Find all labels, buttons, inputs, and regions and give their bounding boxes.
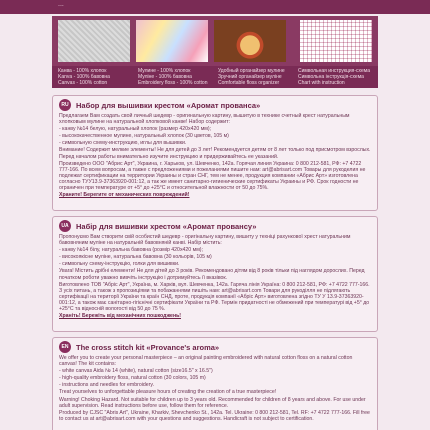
language-badge: EN: [59, 341, 71, 353]
section-ua: [52, 216, 378, 332]
storage-warning: Храните! Берегите от механических повреждений!: [59, 192, 190, 199]
warning-text: Увага! Містить дрібні елементи! Не для дітей до 3 років. Рекомендовано дітям від 8 років тільки під наглядом дорослих. Перед початком роботи уважно вивчіть інструкцію і дотримуйтесь її вказівок.: [59, 268, 365, 281]
kit-item: - white canvas Aida № 14 (white), natural cotton (size16.5" x 16.5"): [59, 368, 213, 375]
producer-text: Виготовлено ТОВ "Абріс Арт", Україна, м. Харків, вул. Шевченка, 142а. Гаряча лінія Україна: 0 800 212-581, РФ: +7 4722 777-166. З усіх питань, а також з пропозиціями та побажаннями пишіть нам: art@abrisart.com Товари для рукоділля не підлягають сертифікації на території України та країн СНД, проте, продукція компанії «Абріс Арт» виготовлена згідно ТУ У 13.9-37363920-001:12, а також має санітарно-гігієнічні сертифікати України та РФ. Термін придатності не обмежений при температурі від +5° до +25°C та відносній вологості від 50 до 75 %.: [59, 281, 370, 313]
section-title: Набір для вишивки хрестом «Аромат провансу»: [76, 221, 257, 231]
caption-organizer: Удобный органайзер мулине Зручний органайзер муліне Comfortable floss organizer: [218, 68, 285, 86]
language-badge: RU: [59, 99, 71, 111]
organizer-photo: [214, 20, 286, 62]
kit-item: - канву №14 белую, натуральный хлопок (размер 420х420 мм);: [59, 126, 212, 133]
caption-floss: Мулине - 100% хлопок Муліне - 100% бавовна Embroidery floss - 100% cotton: [138, 68, 208, 86]
kit-item: - символьную схему-инструкцию, иглы для вышивки.: [59, 140, 187, 147]
section-title: Набор для вышивки крестом «Аромат прованса»: [76, 100, 261, 110]
language-badge: UA: [59, 220, 71, 232]
section-en: [52, 337, 378, 430]
header-text: ...: [58, 1, 64, 8]
header-bar: [0, 0, 430, 14]
caption-canvas: Канва - 100% хлопок Kanva - 100% бавовна Canvas - 100% cotton: [58, 68, 110, 86]
floss-photo: [136, 20, 208, 62]
warning-text: Внимание! Содержит мелкие элементы! Не для детей до 3 лет! Рекомендуется детям от 8 лет только под присмотром взрослых. Перед началом работы внимательно изучите инструкцию и придерживайтесь ее указаний.: [59, 147, 371, 160]
chart-photo: [300, 20, 372, 62]
section-header: [59, 99, 371, 111]
intro-text: Пропонуємо Вам створити свій особистий шедевр - оригінальну картину, вишиту у техніці рахункової хрест натуральним бавовняним муліне на натуральній бавовняній канві. Набір містить:: [59, 234, 351, 247]
intro-text: Предлагаем Вам создать свой личный шедевр - оригинальную картину, вышитую в технике счетный крест натуральным хлопковым мулине на натуральной хлопковой канве! Набор содержит:: [59, 113, 350, 126]
kit-item: - high-quality embroidery floss, natural cotton (30 colors, 105 m): [59, 375, 206, 382]
producer-text: Produced by CJSC "Abris Art", Ukraine, Kharkiv, Shevchenko St., 142a. Tel. Ukraine: 0 800 212-581, Tel. RF: +7 4722 777-166. Fill free to contact us at art@abrisart.com with your questions and suggestions. Handicraft is not subject to certification.: [59, 409, 370, 422]
intro-text: We offer you to create your personal masterpiece – an original painting embroidered with natural cotton floss on a natural cotton canvas! The kit contains:: [59, 355, 353, 368]
storage-warning: Храніть! Бережіть від механічних пошкоджень!: [59, 313, 181, 320]
caption-chart: Символьная инструкция-схема Символьна інструкція-схема Chart with instruction: [298, 68, 371, 86]
canvas-photo: [58, 20, 130, 62]
photo-captions: [52, 66, 378, 88]
section-ru: [52, 95, 378, 211]
kit-item: - символьну схему-інструкцію, голки для вишивки.: [59, 261, 180, 268]
promo-text: Treat yourselves to unforgettable pleasure hours of creating the creation of a true masterpiece!: [59, 389, 277, 396]
section-title: The cross stitch kit «Provance's aroma»: [76, 342, 220, 352]
section-header: [59, 341, 371, 353]
kit-item: - високоякісне муліне, натуральна бавовна (30 кольорів, 105 м): [59, 254, 212, 261]
warning-text: Warning! Choking Hazard. Not suitable for children up to 3 years old. Recommended for children of 8 years and above. For use under adult supervision. Read instructions before use, follow them for reference.: [59, 396, 366, 409]
producer-text: Произведено ООО "Абрис Арт", Украина, г. Харьков, ул. Шевченко, 142а. Горячая линия Украина: 0 800 212-581, РФ: +7 4722 777-166. По всем вопросам, а также с предложениями и пожеланиями пишите нам: art@abrisart.com Товары для рукоделия не подлежат сертификации на территории Украины и стран СНГ, тем не менее, продукция компании «Абрис Арт» изготовлена согласно ТУУ13.9-37363920-001:12, а так же имеет санитарно-гигиенические сертификаты Украины и РФ. Срок годности не ограничен при температуре от +5° до +25°C и относительной влажности от 50 до 75%.: [59, 160, 366, 192]
section-header: [59, 220, 371, 232]
product-photos: [52, 16, 378, 66]
kit-item: - высококачественное мулине, натуральный хлопок (30 цветов, 105 м): [59, 133, 229, 140]
kit-item: - канву №14 білу, натуральна бавовна (розмір 420х420 мм);: [59, 247, 203, 254]
kit-item: - instructions and needles for embroidery.: [59, 382, 155, 389]
